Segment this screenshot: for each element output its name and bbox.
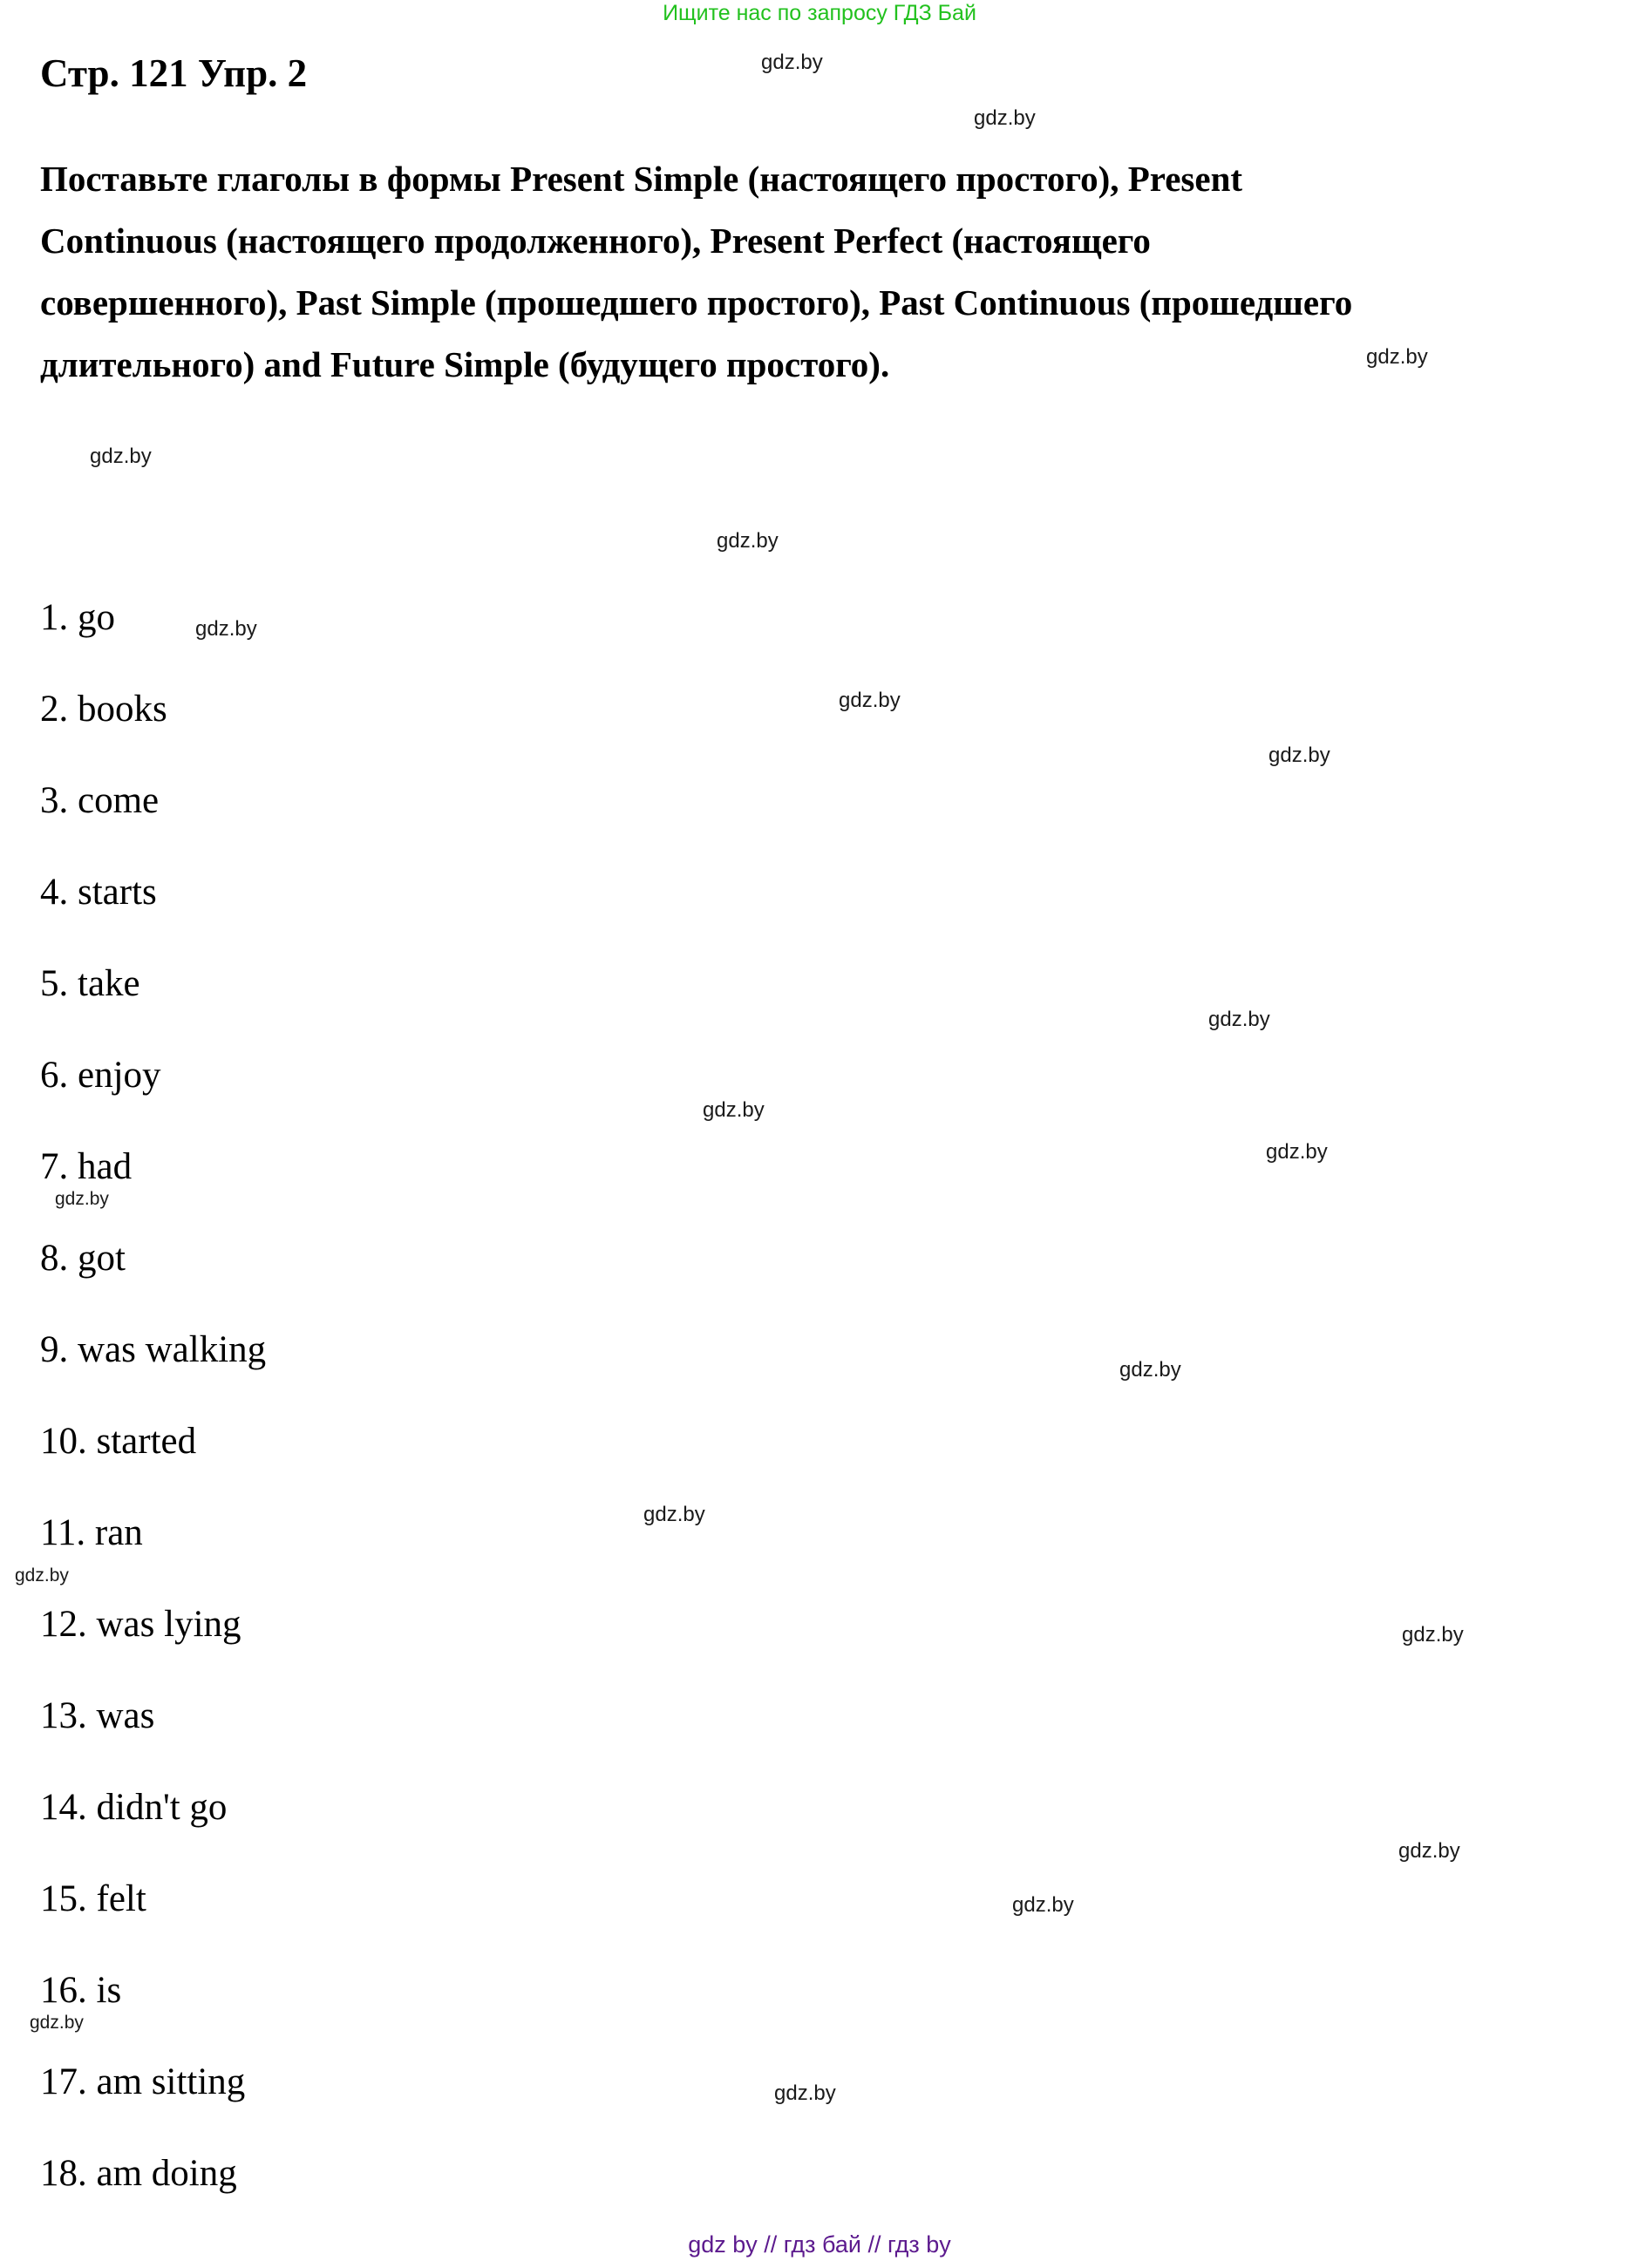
- answer-text: books: [68, 689, 167, 730]
- watermark: gdz.by: [15, 1565, 69, 1586]
- watermark: gdz.by: [1266, 1140, 1328, 1164]
- answer-item: [40, 1853, 825, 1945]
- answer-list: [40, 572, 825, 2219]
- answer-text: take: [68, 963, 140, 1004]
- answer-text: come: [68, 780, 160, 821]
- answer-number: 9.: [40, 1329, 69, 1370]
- watermark: gdz.by: [703, 1098, 765, 1122]
- watermark: gdz.by: [30, 2013, 84, 2033]
- answer-item: [40, 938, 825, 1029]
- answer-text: got: [68, 1238, 126, 1279]
- answer-number: 3.: [40, 780, 69, 821]
- watermark: gdz.by: [55, 1189, 109, 1209]
- answer-item: [40, 572, 825, 663]
- answer-number: 11.: [40, 1512, 86, 1553]
- watermark: gdz.by: [839, 689, 901, 712]
- answer-number: 2.: [40, 689, 69, 730]
- answer-item: [40, 663, 825, 755]
- answer-number: 15.: [40, 1878, 87, 1919]
- answer-number: 6.: [40, 1055, 69, 1096]
- answer-item: [40, 1121, 825, 1212]
- answer-text: didn't go: [86, 1787, 228, 1828]
- answer-number: 10.: [40, 1421, 87, 1462]
- watermark: gdz.by: [761, 51, 823, 74]
- watermark: gdz.by: [1398, 1839, 1460, 1863]
- watermark: gdz.by: [195, 617, 257, 641]
- watermark: gdz.by: [90, 445, 152, 468]
- answer-text: was lying: [86, 1604, 241, 1645]
- answer-item: [40, 2036, 825, 2128]
- answer-item: [40, 846, 825, 938]
- answer-item: [40, 755, 825, 846]
- watermark: gdz.by: [974, 106, 1036, 130]
- answer-number: 17.: [40, 2061, 87, 2102]
- answer-item: [40, 1487, 825, 1579]
- answer-text: felt: [86, 1878, 146, 1919]
- answer-item: [40, 1579, 825, 1670]
- watermark: gdz.by: [717, 529, 779, 553]
- answer-item: [40, 1029, 825, 1121]
- answer-number: 18.: [40, 2153, 87, 2194]
- answer-text: is: [86, 1970, 122, 2011]
- answer-text: am sitting: [86, 2061, 246, 2102]
- answer-item: [40, 1762, 825, 1853]
- answer-text: started: [86, 1421, 197, 1462]
- answer-number: 4.: [40, 872, 69, 913]
- answer-text: was: [86, 1695, 155, 1736]
- watermark: gdz.by: [1402, 1623, 1464, 1647]
- answer-text: go: [68, 597, 115, 638]
- watermark: gdz.by: [1268, 744, 1330, 767]
- promo-banner: Ищите нас по запросу ГДЗ Бай: [663, 1, 976, 25]
- answer-text: enjoy: [68, 1055, 161, 1096]
- answer-text: starts: [68, 872, 157, 913]
- answer-number: 16.: [40, 1970, 87, 2011]
- exercise-instruction: Поставьте глаголы в формы Present Simple (настоящего простого), Present Continuous (настоящего продолженного), Present Perfect (настоящего совершенного), Past Simple (прошедшего простого), Past Continuous (прошедшего длительного) and Future Simple (будущего простого).: [40, 159, 1353, 384]
- page-title: Стр. 121 Упр. 2: [40, 51, 308, 95]
- answer-number: 1.: [40, 597, 69, 638]
- answer-text: was walking: [68, 1329, 267, 1370]
- answer-item: [40, 1670, 825, 1762]
- answer-number: 5.: [40, 963, 69, 1004]
- answer-text: had: [68, 1146, 133, 1187]
- watermark: gdz.by: [1119, 1358, 1181, 1382]
- answer-number: 7.: [40, 1146, 69, 1187]
- answer-number: 8.: [40, 1238, 69, 1279]
- answer-text: am doing: [86, 2153, 237, 2194]
- watermark: gdz.by: [1012, 1893, 1074, 1917]
- watermark: gdz.by: [1366, 345, 1428, 369]
- answer-text: ran: [85, 1512, 143, 1553]
- answer-item: [40, 1945, 825, 2036]
- answer-item: [40, 1395, 825, 1487]
- watermark: gdz.by: [774, 2081, 836, 2105]
- answer-number: 13.: [40, 1695, 87, 1736]
- answer-item: [40, 2128, 825, 2219]
- answer-item: [40, 1304, 825, 1395]
- answer-item: [40, 1212, 825, 1304]
- answer-number: 14.: [40, 1787, 87, 1828]
- answer-number: 12.: [40, 1604, 87, 1645]
- watermark: gdz.by: [643, 1503, 705, 1526]
- watermark: gdz.by: [1208, 1008, 1270, 1031]
- footer-links: gdz by // гдз бай // гдз by: [688, 2231, 951, 2258]
